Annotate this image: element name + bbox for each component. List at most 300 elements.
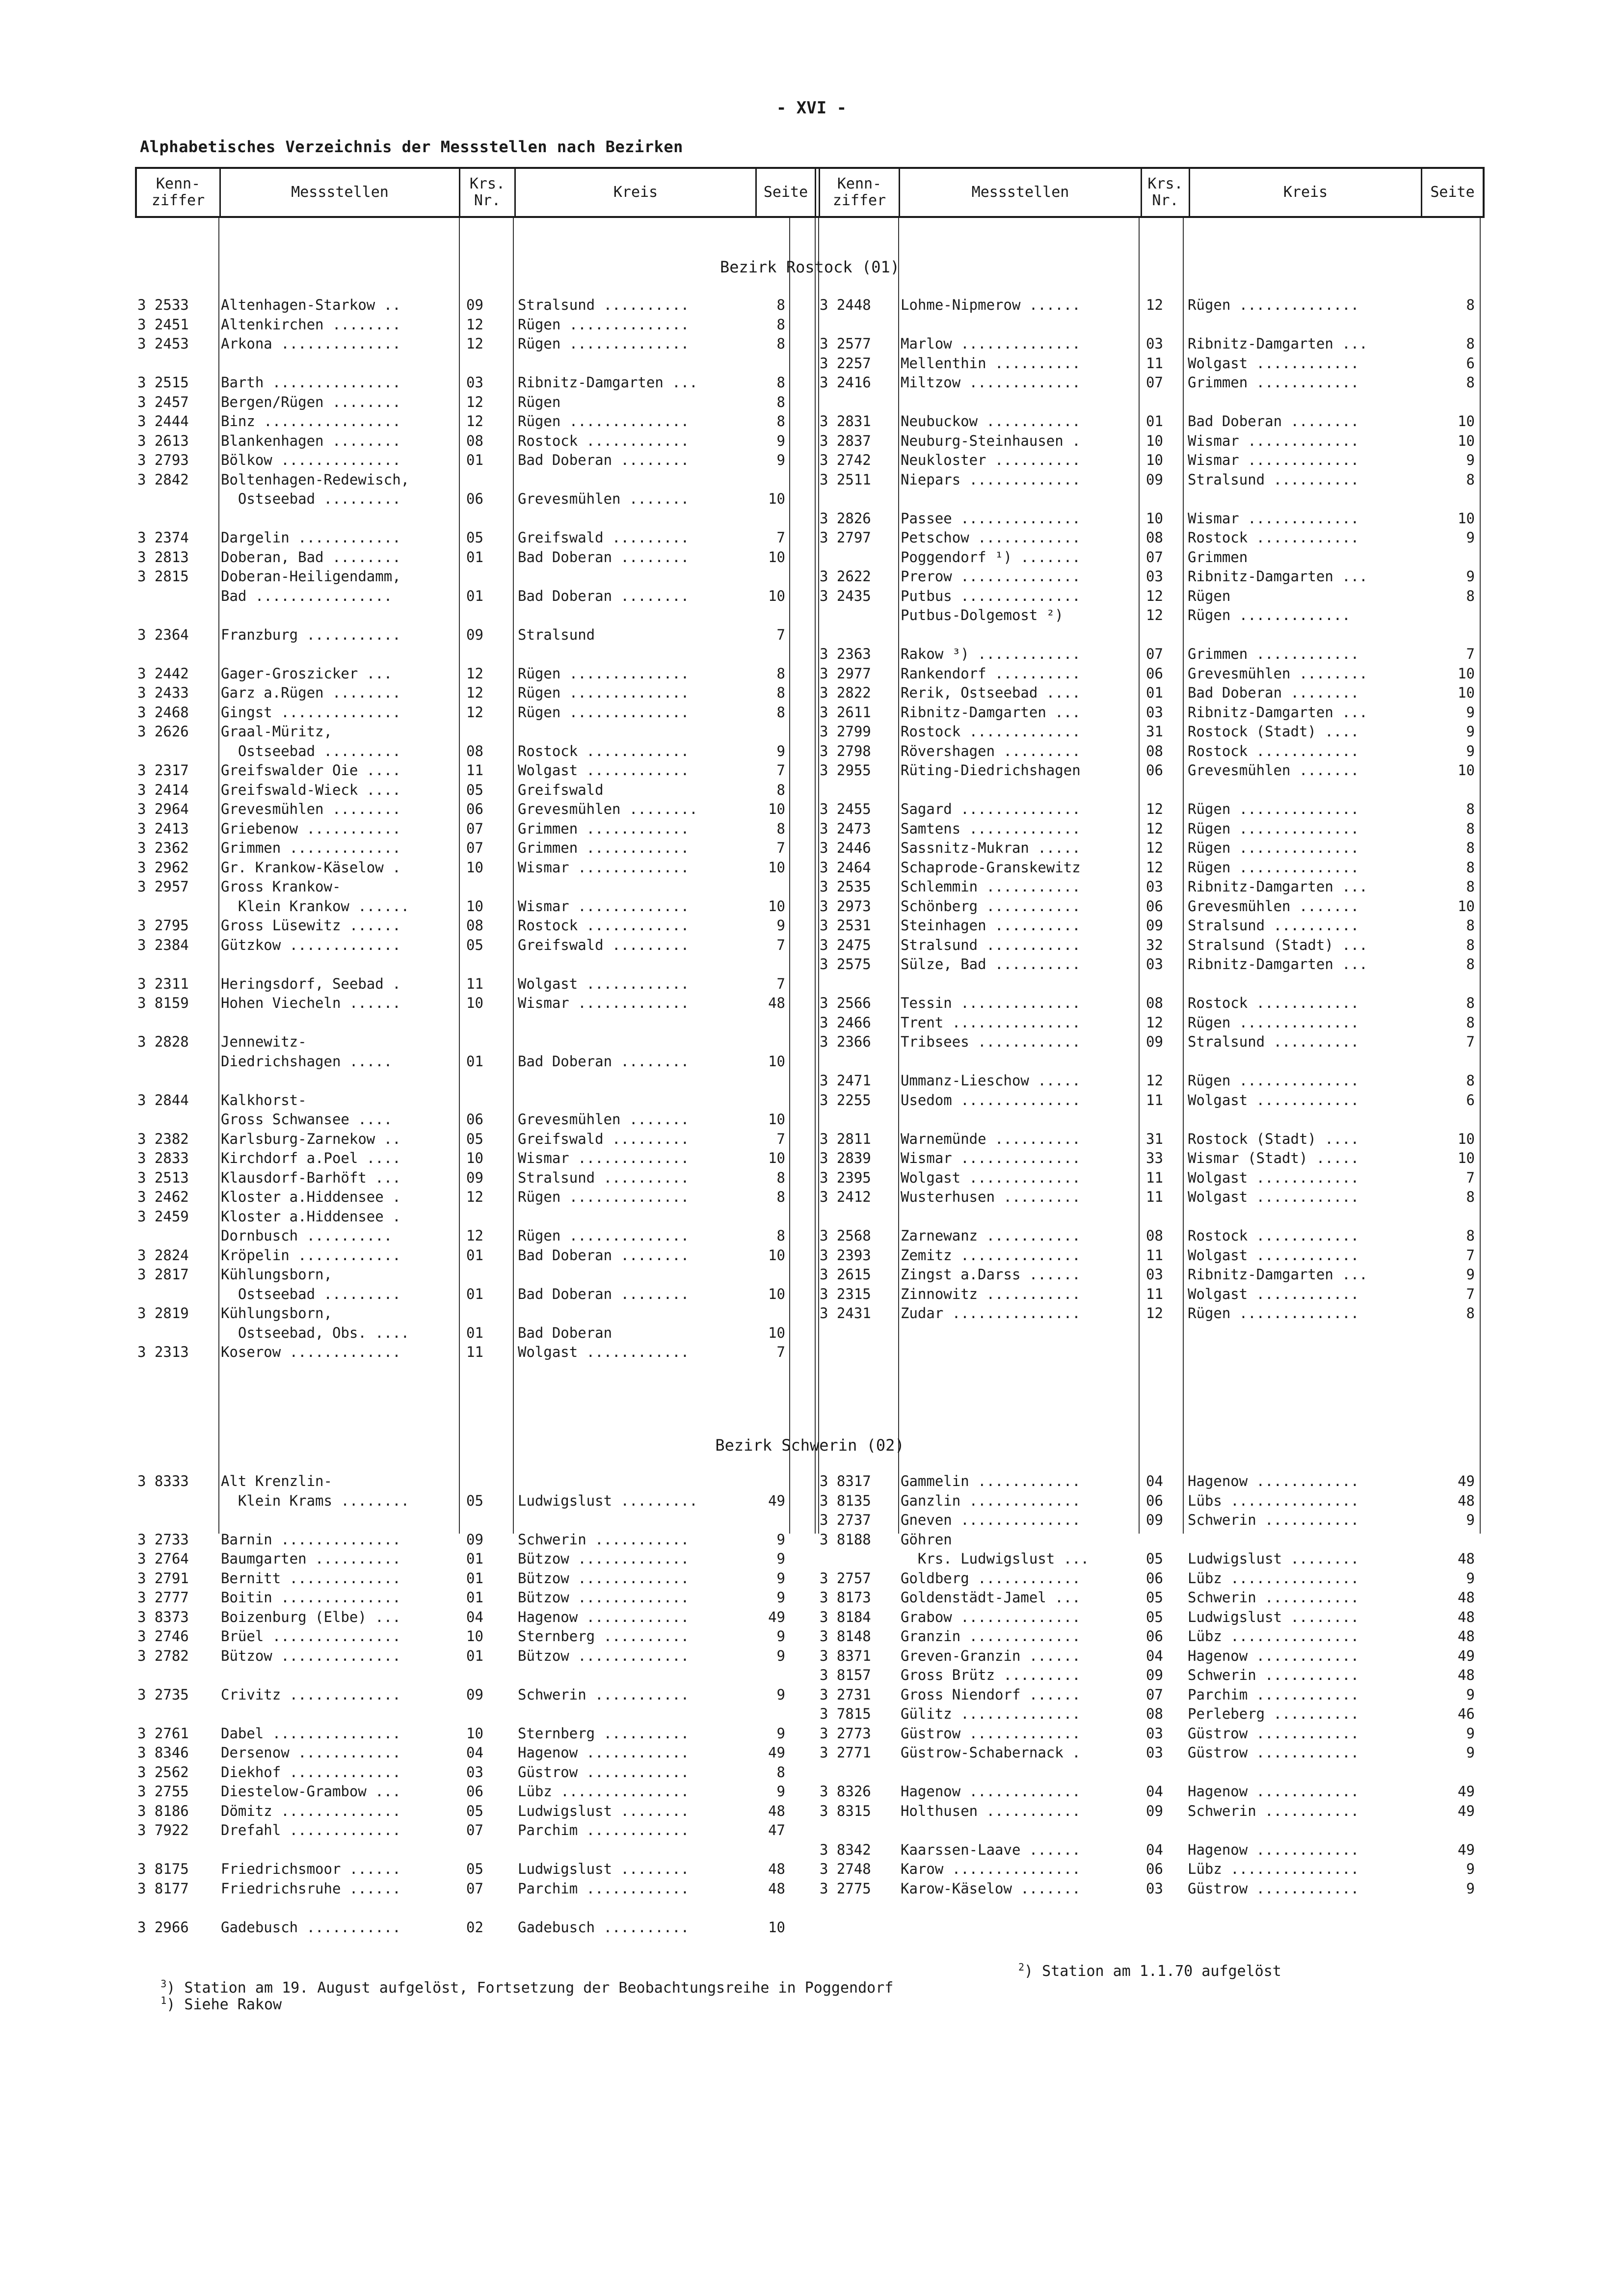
- right-messstelle-cell: Neukloster ..........: [901, 452, 1081, 468]
- left-seite-cell: 47: [768, 1822, 785, 1838]
- table-row: [135, 1647, 1485, 1666]
- right-seite-cell: [1426, 1052, 1475, 1072]
- footnotes: [125, 1959, 1499, 2013]
- left-seite-cell: [751, 509, 785, 529]
- right-kreis-cell: [1188, 1530, 1418, 1550]
- left-kennziffer-cell: 3 2414: [137, 781, 189, 798]
- left-messstelle-cell: [221, 1666, 454, 1685]
- left-kennziffer-cell: [137, 354, 213, 374]
- right-krs-nr-cell: [1146, 1763, 1190, 1783]
- right-kennziffer-cell: 3 2435: [820, 587, 871, 604]
- right-krs-nr-cell: 33: [1146, 1150, 1163, 1166]
- right-seite-cell: 8: [1466, 995, 1475, 1011]
- right-seite-cell: 9: [1466, 1569, 1475, 1587]
- right-krs-nr-cell: 08: [1146, 742, 1163, 759]
- right-kreis-cell: Schwerin ...........: [1188, 1512, 1359, 1528]
- left-krs-nr-cell: 05: [466, 1492, 483, 1509]
- left-messstelle-cell: Ostseebad .........: [221, 742, 401, 759]
- left-kennziffer-cell: [137, 489, 213, 509]
- right-krs-nr-cell: 03: [1146, 1266, 1163, 1283]
- left-kennziffer-cell: 3 2444: [137, 413, 189, 430]
- right-seite-cell: 48: [1458, 1589, 1475, 1606]
- left-kennziffer-cell: [137, 1704, 213, 1724]
- left-kreis-cell: Lübz ...............: [518, 1783, 690, 1800]
- left-kennziffer-cell: 3 2795: [137, 917, 189, 934]
- right-seite-cell: [1426, 1898, 1475, 1918]
- right-kreis-cell: Schwerin ...........: [1188, 1589, 1359, 1606]
- table-row: [135, 1608, 1485, 1627]
- left-messstelle-cell: [221, 509, 454, 529]
- right-seite-cell: [1426, 606, 1475, 625]
- right-messstelle-cell: [901, 1207, 1136, 1227]
- right-seite-cell: 9: [1466, 703, 1475, 721]
- right-seite-cell: 8: [1466, 859, 1475, 876]
- left-kennziffer-cell: 3 2782: [137, 1647, 189, 1664]
- table-row: [135, 742, 1485, 761]
- left-messstelle-cell: Gager-Groszicker ...: [221, 665, 393, 682]
- left-seite-cell: 7: [776, 626, 785, 643]
- left-seite-cell: 7: [776, 975, 785, 992]
- right-krs-nr-cell: 07: [1146, 1686, 1163, 1703]
- left-kennziffer-cell: 3 2735: [137, 1686, 189, 1703]
- right-seite-cell: 48: [1458, 1550, 1475, 1567]
- right-seite-cell: 6: [1466, 354, 1475, 372]
- right-messstelle-cell: Granzin .............: [901, 1628, 1081, 1645]
- table-row: [135, 1569, 1485, 1589]
- right-kennziffer-cell: 3 2748: [820, 1861, 871, 1877]
- left-kreis-cell: Güstrow ............: [518, 1763, 690, 1781]
- right-kennziffer-cell: 3 8342: [820, 1841, 871, 1858]
- left-messstelle-cell: Doberan-Heiligendamm,: [221, 568, 401, 585]
- right-seite-cell: [1426, 1343, 1475, 1362]
- table-row: [135, 1091, 1485, 1110]
- header-kreis-right: Kreis: [1283, 184, 1328, 201]
- right-seite-cell: 8: [1466, 820, 1475, 837]
- right-kreis-cell: Ribnitz-Damgarten ...: [1188, 956, 1368, 972]
- left-kreis-cell: Bützow .............: [518, 1569, 690, 1587]
- right-krs-nr-cell: 01: [1146, 413, 1163, 430]
- left-kreis-cell: Parchim ............: [518, 1880, 690, 1897]
- left-seite-cell: 8: [776, 684, 785, 701]
- left-kreis-cell: Greifswald .........: [518, 529, 690, 546]
- left-seite-cell: 49: [768, 1744, 785, 1761]
- right-seite-cell: 8: [1466, 1014, 1475, 1031]
- left-kreis-cell: Rügen ..............: [518, 703, 690, 721]
- right-krs-nr-cell: 05: [1146, 1589, 1163, 1606]
- right-messstelle-cell: Rankendorf ..........: [901, 665, 1081, 682]
- table-row: [135, 1071, 1485, 1091]
- left-kennziffer-cell: 3 2462: [137, 1189, 189, 1205]
- right-kreis-cell: [1188, 1207, 1418, 1227]
- left-kreis-cell: Rügen ..............: [518, 1189, 690, 1205]
- left-seite-cell: 7: [776, 529, 785, 546]
- left-seite-cell: 7: [776, 936, 785, 953]
- table-row: [135, 451, 1485, 470]
- table-row: [135, 1724, 1485, 1744]
- right-kennziffer-cell: 3 8315: [820, 1802, 871, 1819]
- table-row: [135, 858, 1485, 878]
- right-kreis-cell: Lübz ...............: [1188, 1569, 1359, 1587]
- left-messstelle-cell: Crivitz .............: [221, 1686, 401, 1703]
- right-krs-nr-cell: 04: [1146, 1783, 1163, 1800]
- left-seite-cell: 8: [776, 820, 785, 837]
- left-kennziffer-cell: 3 2313: [137, 1344, 189, 1360]
- right-kreis-cell: [1188, 1052, 1418, 1072]
- right-seite-cell: 8: [1466, 956, 1475, 972]
- left-seite-cell: [751, 1704, 785, 1724]
- left-seite-cell: 7: [776, 762, 785, 779]
- left-kennziffer-cell: 3 2374: [137, 529, 189, 546]
- right-kennziffer-cell: 3 8173: [820, 1589, 871, 1606]
- left-seite-cell: 9: [776, 432, 785, 449]
- left-krs-nr-cell: 12: [466, 413, 483, 430]
- right-messstelle-cell: Gülitz ..............: [901, 1705, 1081, 1722]
- right-seite-cell: 48: [1458, 1492, 1475, 1509]
- right-kreis-cell: [1188, 625, 1418, 645]
- left-kreis-cell: [518, 606, 748, 625]
- table-row: [135, 567, 1485, 587]
- right-messstelle-cell: Zarnewanz ...........: [901, 1227, 1081, 1244]
- right-kennziffer-cell: 3 8157: [820, 1667, 871, 1683]
- right-kennziffer-cell: [820, 606, 896, 625]
- left-kreis-cell: Parchim ............: [518, 1822, 690, 1838]
- right-kreis-cell: Hagenow ............: [1188, 1473, 1359, 1489]
- right-kreis-cell: Stralsund ..........: [1188, 917, 1359, 934]
- left-messstelle-cell: Boizenburg (Elbe) ...: [221, 1608, 401, 1625]
- left-kennziffer-cell: [137, 1666, 213, 1685]
- right-kreis-cell: Ribnitz-Damgarten ...: [1188, 878, 1368, 895]
- right-krs-nr-cell: [1146, 1052, 1190, 1072]
- left-kennziffer-cell: 3 2362: [137, 839, 189, 856]
- left-messstelle-cell: Klausdorf-Barhöft ...: [221, 1169, 401, 1186]
- right-kreis-cell: Güstrow ............: [1188, 1880, 1359, 1897]
- left-messstelle-cell: [221, 1013, 454, 1033]
- table-row: [135, 1782, 1485, 1802]
- table-row: [135, 509, 1485, 529]
- right-messstelle-cell: Niepars .............: [901, 471, 1081, 488]
- right-krs-nr-cell: [1146, 489, 1190, 509]
- left-kreis-cell: Schwerin ...........: [518, 1531, 690, 1548]
- right-krs-nr-cell: 03: [1146, 335, 1163, 352]
- left-krs-nr-cell: 10: [466, 1150, 483, 1166]
- left-messstelle-cell: Barnin ..............: [221, 1531, 401, 1548]
- right-kreis-cell: Wolgast ............: [1188, 1091, 1359, 1108]
- right-messstelle-cell: Tessin ..............: [901, 995, 1081, 1011]
- right-krs-nr-cell: 32: [1146, 936, 1163, 953]
- left-kreis-cell: Rügen ..............: [518, 316, 690, 333]
- left-krs-nr-cell: 06: [466, 1783, 483, 1800]
- right-seite-cell: [1426, 548, 1475, 567]
- right-kennziffer-cell: 3 2366: [820, 1033, 871, 1050]
- right-krs-nr-cell: 12: [1146, 587, 1163, 604]
- table-row: [135, 703, 1485, 723]
- right-krs-nr-cell: [1146, 1110, 1190, 1130]
- left-kennziffer-cell: [137, 1898, 213, 1918]
- right-krs-nr-cell: 06: [1146, 762, 1163, 779]
- right-kennziffer-cell: 3 8317: [820, 1473, 871, 1489]
- right-kreis-cell: [1188, 315, 1418, 335]
- left-kennziffer-cell: 3 2433: [137, 684, 189, 701]
- right-kreis-cell: Wismar .............: [1188, 452, 1359, 468]
- right-kreis-cell: Grimmen: [1188, 548, 1248, 566]
- left-kennziffer-cell: 3 2813: [137, 548, 189, 566]
- right-messstelle-cell: Neuburg-Steinhausen .: [901, 432, 1081, 449]
- left-kreis-cell: Bad Doberan ........: [518, 452, 690, 468]
- left-seite-cell: 8: [776, 1189, 785, 1205]
- left-krs-nr-cell: [466, 1840, 510, 1860]
- table-row: [135, 528, 1485, 548]
- left-krs-nr-cell: 01: [466, 1053, 483, 1070]
- left-kreis-cell: [518, 1071, 748, 1091]
- left-kennziffer-cell: [137, 1052, 213, 1072]
- left-seite-cell: 9: [776, 452, 785, 468]
- left-kennziffer-cell: 3 2842: [137, 471, 189, 488]
- table-row: [135, 489, 1485, 509]
- right-kreis-cell: Rügen ..............: [1188, 801, 1359, 817]
- right-krs-nr-cell: 07: [1146, 646, 1163, 662]
- left-seite-cell: 7: [776, 1130, 785, 1147]
- right-seite-cell: 49: [1458, 1802, 1475, 1819]
- left-kreis-cell: Stralsund ..........: [518, 1169, 690, 1186]
- table-row: [135, 373, 1485, 393]
- section-title-schwerin: Bezirk Schwerin (02): [715, 1436, 905, 1455]
- table-row: [135, 838, 1485, 858]
- right-kennziffer-cell: [820, 1898, 896, 1918]
- left-seite-cell: 9: [776, 1647, 785, 1664]
- left-kennziffer-cell: 3 2451: [137, 316, 189, 333]
- left-krs-nr-cell: 05: [466, 1802, 483, 1819]
- left-kreis-cell: [518, 567, 748, 587]
- left-kreis-cell: Schwerin ...........: [518, 1686, 690, 1703]
- left-krs-nr-cell: 01: [466, 1589, 483, 1606]
- table-row: [135, 432, 1485, 451]
- right-seite-cell: [1426, 1763, 1475, 1783]
- right-krs-nr-cell: 12: [1146, 607, 1163, 623]
- table-row: [135, 645, 1485, 664]
- right-kennziffer-cell: 3 2773: [820, 1725, 871, 1742]
- right-seite-cell: 7: [1466, 1033, 1475, 1050]
- right-krs-nr-cell: 12: [1146, 839, 1163, 856]
- left-kreis-cell: Wismar .............: [518, 995, 690, 1011]
- left-messstelle-cell: Dersenow ............: [221, 1744, 401, 1761]
- left-seite-cell: [751, 1840, 785, 1860]
- left-krs-nr-cell: 01: [466, 1246, 483, 1264]
- right-seite-cell: 7: [1466, 646, 1475, 662]
- right-krs-nr-cell: 07: [1146, 374, 1163, 391]
- left-messstelle-cell: Greifswalder Oie ....: [221, 762, 401, 779]
- right-kreis-cell: Rostock (Stadt) ....: [1188, 723, 1359, 740]
- right-seite-cell: 8: [1466, 936, 1475, 953]
- left-kennziffer-cell: 3 2453: [137, 335, 189, 352]
- left-messstelle-cell: [221, 1840, 454, 1860]
- left-krs-nr-cell: 12: [466, 665, 483, 682]
- left-krs-nr-cell: 01: [466, 548, 483, 566]
- left-kennziffer-cell: 3 2966: [137, 1918, 189, 1936]
- left-messstelle-cell: Bützow ..............: [221, 1647, 401, 1664]
- left-messstelle-cell: [221, 1898, 454, 1918]
- footnote-line: [125, 1975, 1499, 2013]
- left-messstelle-cell: Franzburg ...........: [221, 626, 401, 643]
- left-kennziffer-cell: 3 8346: [137, 1744, 189, 1761]
- left-kreis-cell: Hagenow ............: [518, 1608, 690, 1625]
- right-seite-cell: 10: [1458, 762, 1475, 779]
- left-kennziffer-cell: 3 2384: [137, 936, 189, 953]
- header-seite-right: Seite: [1430, 184, 1475, 201]
- left-kennziffer-cell: 3 2833: [137, 1150, 189, 1166]
- footnote-marker: 2: [1018, 1961, 1025, 1973]
- left-krs-nr-cell: 11: [466, 1344, 483, 1360]
- left-krs-nr-cell: [466, 1898, 510, 1918]
- left-messstelle-cell: Baumgarten ..........: [221, 1550, 401, 1567]
- left-messstelle-cell: Hohen Viecheln ......: [221, 995, 401, 1011]
- left-kreis-cell: Wismar .............: [518, 897, 690, 915]
- right-messstelle-cell: Schaprode-Granskewitz: [901, 859, 1081, 876]
- right-krs-nr-cell: 05: [1146, 1608, 1163, 1625]
- left-kreis-cell: Rügen ..............: [518, 684, 690, 701]
- right-seite-cell: [1426, 1110, 1475, 1130]
- left-kennziffer-cell: 3 2964: [137, 801, 189, 817]
- left-kennziffer-cell: 3 2815: [137, 568, 189, 585]
- right-kreis-cell: [1188, 1898, 1418, 1918]
- right-kennziffer-cell: 3 2811: [820, 1130, 871, 1147]
- left-messstelle-cell: Klein Krankow ......: [221, 897, 410, 915]
- right-kennziffer-cell: 3 2412: [820, 1189, 871, 1205]
- right-krs-nr-cell: 08: [1146, 1705, 1163, 1722]
- right-seite-cell: 8: [1466, 839, 1475, 856]
- left-seite-cell: 8: [776, 413, 785, 430]
- right-kennziffer-cell: [820, 781, 896, 800]
- right-kennziffer-cell: 3 2757: [820, 1569, 871, 1587]
- right-kennziffer-cell: 3 2973: [820, 897, 871, 915]
- station-index-table: [135, 167, 1485, 1956]
- left-kreis-cell: Ludwigslust .........: [518, 1492, 698, 1509]
- left-kennziffer-cell: [137, 1226, 213, 1246]
- right-messstelle-cell: Göhren: [901, 1531, 952, 1548]
- right-messstelle-cell: [901, 393, 1136, 412]
- table-row: [135, 1168, 1485, 1188]
- left-kreis-cell: Rügen ..............: [518, 1227, 690, 1244]
- left-messstelle-cell: Gross Schwansee ....: [221, 1111, 393, 1128]
- left-seite-cell: 9: [776, 1569, 785, 1587]
- right-kreis-cell: Rostock ............: [1188, 529, 1359, 546]
- left-kreis-cell: [518, 1013, 748, 1033]
- right-seite-cell: 7: [1466, 1169, 1475, 1186]
- right-kennziffer-cell: 3 2822: [820, 684, 871, 701]
- right-kreis-cell: Ribnitz-Damgarten ...: [1188, 568, 1368, 585]
- table-row: [135, 1530, 1485, 1550]
- left-messstelle-cell: Gross Lüsewitz ......: [221, 917, 401, 934]
- left-kreis-cell: Grevesmühlen .......: [518, 490, 690, 507]
- right-krs-nr-cell: 03: [1146, 1744, 1163, 1761]
- table-row: [135, 877, 1485, 897]
- right-kreis-cell: Grimmen ............: [1188, 374, 1359, 391]
- right-kennziffer-cell: 3 2531: [820, 917, 871, 934]
- right-seite-cell: 10: [1458, 510, 1475, 527]
- table-row: [135, 1265, 1485, 1285]
- left-messstelle-cell: Altenhagen-Starkow ..: [221, 297, 401, 313]
- right-messstelle-cell: Rövershagen .........: [901, 742, 1081, 759]
- right-kennziffer-cell: [820, 974, 896, 994]
- left-seite-cell: 9: [776, 1628, 785, 1645]
- table-row: [135, 1840, 1485, 1860]
- table-row: [135, 470, 1485, 490]
- right-krs-nr-cell: 09: [1146, 471, 1163, 488]
- right-krs-nr-cell: [1146, 781, 1190, 800]
- table-row: [135, 936, 1485, 955]
- left-messstelle-cell: Dabel ...............: [221, 1725, 401, 1742]
- left-krs-nr-cell: 12: [466, 1189, 483, 1205]
- right-seite-cell: 8: [1466, 917, 1475, 934]
- right-messstelle-cell: Hagenow .............: [901, 1783, 1081, 1800]
- right-kennziffer-cell: 3 8184: [820, 1608, 871, 1625]
- right-messstelle-cell: [901, 974, 1136, 994]
- left-seite-cell: 48: [768, 1880, 785, 1897]
- right-kennziffer-cell: 3 2315: [820, 1285, 871, 1302]
- right-seite-cell: 8: [1466, 297, 1475, 313]
- left-kennziffer-cell: [137, 1071, 213, 1091]
- right-kennziffer-cell: [820, 489, 896, 509]
- left-seite-cell: 8: [776, 1763, 785, 1781]
- right-seite-cell: 9: [1466, 1861, 1475, 1877]
- table-row: [135, 1491, 1485, 1511]
- left-messstelle-cell: Boitin ..............: [221, 1589, 401, 1606]
- right-krs-nr-cell: 07: [1146, 548, 1163, 566]
- right-kreis-cell: [1188, 974, 1418, 994]
- right-kennziffer-cell: 3 2473: [820, 820, 871, 837]
- table-row: [135, 1343, 1485, 1362]
- table-row: [135, 1324, 1485, 1343]
- table-row: [135, 354, 1485, 374]
- left-seite-cell: [751, 1666, 785, 1685]
- left-messstelle-cell: Koserow .............: [221, 1344, 401, 1360]
- left-kreis-cell: Bad Doberan ........: [518, 548, 690, 566]
- left-kennziffer-cell: [137, 1013, 213, 1033]
- right-messstelle-cell: Trent ...............: [901, 1014, 1081, 1031]
- left-kreis-cell: Rostock ............: [518, 432, 690, 449]
- right-kennziffer-cell: 3 2455: [820, 801, 871, 817]
- right-seite-cell: 9: [1466, 1266, 1475, 1283]
- table-row: [135, 412, 1485, 432]
- right-kreis-cell: Lübz ...............: [1188, 1861, 1359, 1877]
- right-kreis-cell: Wolgast ............: [1188, 1189, 1359, 1205]
- right-krs-nr-cell: [1146, 1343, 1190, 1362]
- right-kreis-cell: Bad Doberan ........: [1188, 413, 1359, 430]
- right-krs-nr-cell: 11: [1146, 1246, 1163, 1264]
- left-krs-nr-cell: 01: [466, 587, 483, 604]
- right-messstelle-cell: Güstrow .............: [901, 1725, 1081, 1742]
- left-seite-cell: 10: [768, 1285, 785, 1302]
- left-krs-nr-cell: 03: [466, 1763, 483, 1781]
- right-kreis-cell: Rügen ..............: [1188, 1014, 1359, 1031]
- right-kennziffer-cell: 3 2615: [820, 1266, 871, 1283]
- footnote-text: ) Station am 19. August aufgelöst, Fortsetzung der Beobachtungsreihe in Poggendorf: [166, 1979, 894, 1997]
- left-kreis-cell: Bützow .............: [518, 1589, 690, 1606]
- left-kennziffer-cell: 3 8175: [137, 1861, 189, 1877]
- left-messstelle-cell: Bernitt .............: [221, 1569, 401, 1587]
- left-krs-nr-cell: 10: [466, 859, 483, 876]
- left-kennziffer-cell: 3 8333: [137, 1473, 189, 1489]
- right-kreis-cell: [1188, 1110, 1418, 1130]
- left-kreis-cell: [518, 955, 748, 974]
- table-row: [135, 1226, 1485, 1246]
- left-kreis-cell: Grimmen ............: [518, 820, 690, 837]
- right-kennziffer-cell: 3 2511: [820, 471, 871, 488]
- right-messstelle-cell: [901, 1763, 1136, 1783]
- right-kreis-cell: Ribnitz-Damgarten ...: [1188, 703, 1368, 721]
- right-kennziffer-cell: 3 2742: [820, 452, 871, 468]
- left-seite-cell: 8: [776, 297, 785, 313]
- left-kennziffer-cell: 3 2791: [137, 1569, 189, 1587]
